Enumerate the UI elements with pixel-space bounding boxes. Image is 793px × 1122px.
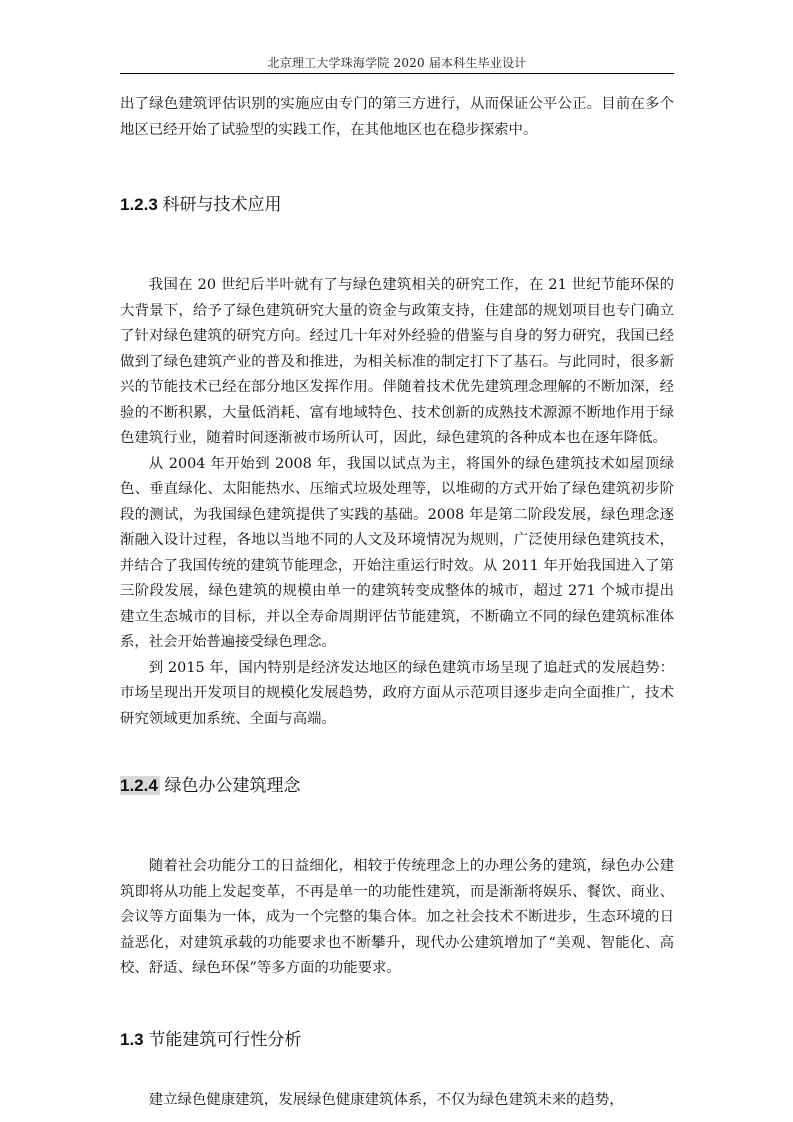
section-number: 1.3 <box>120 1029 144 1049</box>
paragraph: 我国在 20 世纪后半叶就有了与绿色建筑相关的研究工作，在 21 世纪节能环保的大背景下，给予了绿色建筑研究大量的资金与政策支持，住建部的规划项目也专门确立了针对绿色建筑的研究方向。经过几十年对外经验的借鉴与自身的努力研究，我国已经做到了绿色建筑产业的普及和推进，为相关标准的制定打下了基石。与此同时，很多新兴的节能技术已经在部分地区发挥作用。伴随着技术优先建筑理念理解的不断加深，经验的不断积累，大量低消耗、富有地域特色、技术创新的成熟技术源源不断地作用于绿色建筑行业，随着时间逐渐被市场所认可，因此，绿色建筑的各种成本也在逐年降低。 <box>120 277 674 446</box>
section-heading-1-2-3 <box>120 191 674 219</box>
paragraph: 从 2004 年开始到 2008 年，我国以试点为主，将国外的绿色建筑技术如屋顶绿色、垂直绿化、太阳能热水、压缩式垃圾处理等，以堆砌的方式开始了绿色建筑初步阶段的测试，为我国绿色建筑提供了实践的基础。2008 年是第二阶段发展，绿色理念逐渐融入设计过程，各地以当地不同的人文及环境情况为规则，广泛使用绿色建筑技术，并结合了我国传统的建筑节能理念，开始注重运行时效。从 2011 年开始我国进入了第三阶段发展，绿色建筑的规模由单一的建筑转变成整体的城市，超过 271 个城市提出建立生态城市的目标，并以全寿命周期评估节能建筑，不断确立不同的绿色建筑标准体系，社会开始普遍接受绿色理念。 <box>120 455 674 650</box>
section-heading-1-3 <box>120 1026 674 1054</box>
section-title: 绿色办公建筑理念 <box>164 776 301 795</box>
section-number: 1.2.3 <box>120 195 158 214</box>
page-header: 北京理工大学珠海学院 2020 届本科生毕业设计 <box>267 56 527 70</box>
paragraph: 建立绿色健康建筑，发展绿色健康建筑体系，不仅为绿色建筑未来的趋势， <box>148 1091 624 1108</box>
paragraph: 随着社会功能分工的日益细化，相较于传统理念上的办理公务的建筑，绿色办公建筑即将从功能上发起变革，不再是单一的功能性建筑，而是渐渐将娱乐、餐饮、商业、会议等方面集为一体，成为一个完整的集合体。加之社会技术不断进步，生态环境的日益恶化，对建筑承载的功能要求也不断攀升，现代办公建筑增加了“美观、智能化、高校、舒适、绿色环保”等多方面的功能要求。 <box>120 858 674 976</box>
paragraph: 到 2015 年，国内特别是经济发达地区的绿色建筑市场呈现了追赶式的发展趋势：市场呈现出开发项目的规模化发展趋势，政府方面从示范项目逐步走向全面推广，技术研究领域更加系统、全面与高端。 <box>120 659 674 727</box>
section-number-highlighted: 1.2.4 <box>120 776 158 795</box>
intro-paragraph: 出了绿色建筑评估识别的实施应由专门的第三方进行，从而保证公平公正。目前在多个地区已经开始了试验型的实践工作，在其他地区也在稳步探索中。 <box>120 96 674 138</box>
section-heading-1-2-4 <box>120 772 674 800</box>
section-title: 科研与技术应用 <box>162 195 282 214</box>
header-divider <box>120 73 674 74</box>
section-title: 节能建筑可行性分析 <box>148 1029 302 1049</box>
page-body <box>120 92 674 1113</box>
